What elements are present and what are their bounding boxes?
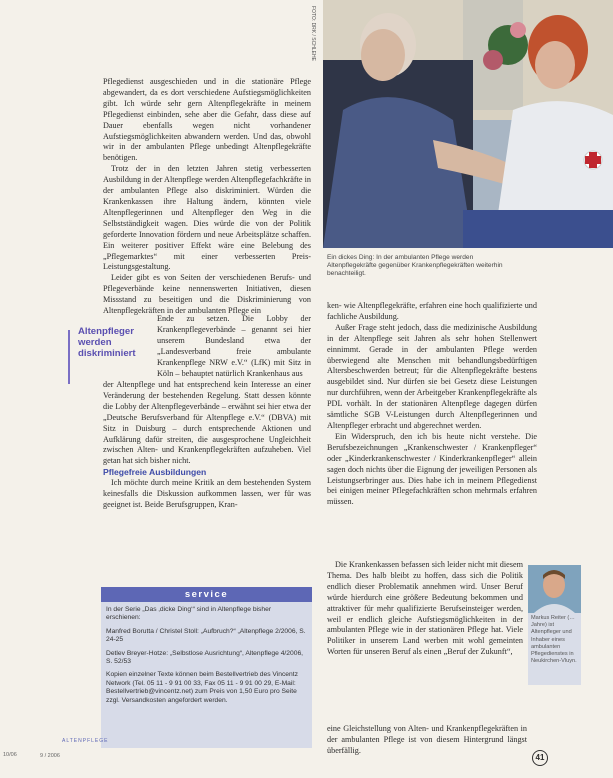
paragraph: Ein Widerspruch, den ich bis heute nicht verstehe. Die Berufsbezeichnungen „Krankenschwester / Krankenpfleger“ oder „Kinderkrankenschwester / Kinderkrankenpfleger“ allein sagen doch nichts über die Eignung der jeweiligen Personen als Leistungserbringer aus. Dies habe ich in meinem Pflegedienst bei einigen meiner Pflegefachkräften schon mehrmals erfahren müssen. <box>327 431 537 507</box>
photo-credit: FOTO: DRK / SCHLEHE <box>310 6 316 61</box>
right-column-end <box>327 724 527 757</box>
photo-illustration <box>323 0 613 248</box>
paragraph: ken- wie Altenpflegekräfte, erfahren eine hoch qualifizierte und fachliche Ausbildung. <box>327 301 537 321</box>
service-item: Manfred Borutta / Christel Stoll: „Aufbruch?“ „Altenpflege 2/2006, S. 24-25 <box>106 627 306 644</box>
service-item: Detlev Breyer-Hotze: „Selbstlose Ausrichtung“, Altenpflege 4/2006, S. 52/53 <box>106 649 304 666</box>
article-photo <box>323 0 613 248</box>
paragraph: Trotz der in den letzten Jahren stetig verbesserten Ausbildung in der Altenpflege werden Altenpflegefachkräfte in der ambulanten Pflege also diskriminiert. Würden die Krankenkassen ihre Haltung ändern, könnten viele Altenpflegerinnen und Altenpfleger den Weg in die Selbstständigkeit wagen. Dies würde die von der Politik geforderte Innovation fördern und neue Arbeitsplätze schaffen. Ein weiterer positiver Effekt wäre eine Belebung des „Pflegemarktes“ mit einer verbesserten Preis-Leistungsgestaltung. <box>103 164 311 272</box>
paragraph: Ich möchte durch meine Kritik an dem bestehenden System keinesfalls die Diskussion aufkommen lassen, wer für was geeignet ist. Beide Berufsgruppen, Kran- <box>103 478 311 509</box>
left-column-cont <box>103 380 311 467</box>
subheading: Pflegefreie Ausbildungen <box>103 467 207 477</box>
right-column <box>327 301 537 508</box>
left-column-wrap <box>157 314 311 379</box>
paragraph: der Altenpflege und hat entsprechend kein Interesse an einer Veränderung der bestehenden Regelung. Statt dessen könnte die Lobby der Altenpflegeverbände – erwähnt sei hier etwa der „Deutsche Berufsverband für Altenpflege e.V.“ (DBVA) mit Sitz in Duisburg – durch entsprechende Aktionen und Aufklärung dafür streiten, die ausgesprochene Ungleichheit zwischen Alten- und Krankenpflegekräften aufzuheben. Viel getan hat sich bisher nicht. <box>103 380 311 466</box>
paragraph: Leider gibt es von Seiten der verschiedenen Berufs- und Pflegeverbände keine nennenswerten Initiativen, diesen Missstand zu beseitigen und die Diskriminierung von Altenpflegekräften in der ambulanten Pflege ein <box>103 273 311 316</box>
pullquote-rule <box>68 330 70 384</box>
photo-caption: Ein dickes Ding: In der ambulanten Pflege werden Altenpflegekräfte gegenüber Krankenpflegekräften weiterhin benachteiligt. <box>327 254 503 277</box>
paragraph: Ende zu setzen. Die Lobby der Krankenpflegeverbände – genannt sei hier unserem Bundesland etwa der „Landesverband freie ambulante Krankenpflege NRW e.V.“ (LfK) mit Sitz in Köln – behauptet natürlich Krankenhaus aus <box>157 314 311 378</box>
page-number: 41 <box>532 750 548 766</box>
service-footer: Kopien einzelner Texte können beim Bestellvertrieb des Vincentz Network (Tel. 05 11 - 9 91 00 33, Fax 05 11 - 9 91 00 29, E-Mail: Bestellvertrieb@vincentz.net) zum Preis von 1,50 Euro pro Seite zzgl. Versandkosten angefordert werden. <box>106 671 298 704</box>
author-portrait <box>528 565 581 613</box>
footer-logo: ALTENPFLEGE <box>62 738 109 744</box>
paragraph: Die Krankenkassen befassen sich leider nicht mit diesem Thema. Des halb bleibt zu hoffen, dass sich die Politik endlich dieser Problematik annehmen wird. Unser Beruf würde hierdurch eine größere Bedeutung bekommen und attraktiver für mehr qualifizierte Berufseinsteiger werden, weil er endlich gleiche Aufstiegsmöglichkeiten in der ambulanten Pflege wie in der stationären Pflege hat. Viele Politiker in unserem Land werben mit wohl gemeinten Worten für unseren Beruf als einen „Beruf der Zukunft“, <box>327 560 523 657</box>
service-heading: service <box>101 587 312 602</box>
portrait-caption: Markus Reiter (… Jahre) ist Altenpfleger und Inhaber eines ambulanten Pflegedienstes in Neukirchen-Vluyn. <box>528 613 581 685</box>
paragraph: Pflegedienst ausgeschieden und in die stationäre Pflege abgewandert, da es dort verschiedene Aufstiegsmöglichkeiten gibt. Ich würde sehr gern Altenpflegekräfte in meinem Pflegedienst einbinden, sehe aber die Gefahr, dass diese auf Dauer ebenfalls wegen nicht vorhandener Aufstiegsmöglichkeiten abwandern werden. Und das, obwohl wir in der ambulanten Pflege unbedingt Altenpflegekräfte benötigen. <box>103 77 311 163</box>
service-body <box>106 606 307 710</box>
portrait-image <box>528 565 581 613</box>
footer-code: 10/06 <box>3 752 17 758</box>
footer-issue: 9 / 2006 <box>40 753 60 759</box>
left-column <box>103 77 311 317</box>
service-intro: In der Serie „Das ‚dicke Ding‘“ sind in Altenpflege bisher erschienen: <box>106 606 272 622</box>
left-column-after-subhead <box>103 478 311 511</box>
paragraph: Außer Frage steht jedoch, dass die medizinische Ausbildung in der Altenpflege seit Jahren als sehr hohen Stellenwert einnimmt. Gerade in der ambulanten Pflege werden überwiegend alte Menschen mit behandlungsbedürftigen Altersbeschwerden betreut; für die Altenpflegekräfte bestens ausgebildet sind. Nur dürfen sie bei Gesetz diese Leistungen nur durchführen, wenn der Arbeitgeber Krankenpflegekräfte als PDL vorhält. In der stationären Altenpflege dagegen dürfen sämtliche SGB V-Leistungen durch Altenpflegerinnen und Altenpfleger erbracht und abgerechnet werden. <box>327 322 537 430</box>
right-column-wrap <box>327 560 523 658</box>
pullquote: Altenpfleger werden diskriminiert <box>78 326 136 359</box>
paragraph: eine Gleichstellung von Alten- und Krankenpflegekräften in der ambulanten Pflege ist von diesem Hintergrund längst überfällig. <box>327 724 527 755</box>
